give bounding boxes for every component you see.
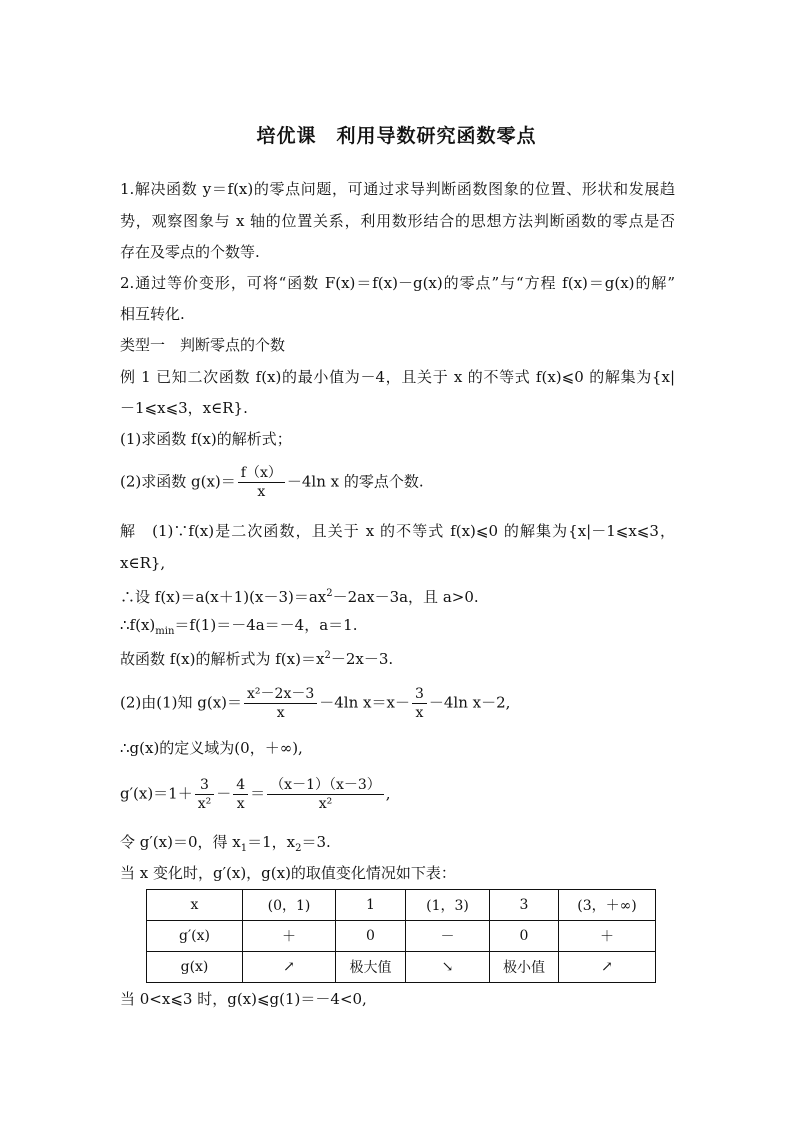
s7-eq: ＝	[250, 784, 266, 803]
s7-post: ,	[385, 784, 391, 803]
q2-fraction	[238, 464, 285, 501]
s2-post: －2ax－3a，且 a>0.	[332, 588, 479, 606]
table-cell: ↗	[243, 952, 336, 983]
s8-pre: 令 g′(x)＝0，得 x	[120, 833, 241, 851]
table-cell: －	[406, 921, 490, 952]
example-line-1: 例 1 已知二次函数 f(x)的最小值为－4，且关于 x 的不等式 f(x)⩽0 的解集为{x|	[120, 368, 675, 386]
s7-op: －	[216, 784, 232, 803]
intro-line-3: 存在及零点的个数等.	[120, 243, 260, 261]
table-cell: 1	[336, 890, 406, 921]
table-cell: (1，3)	[406, 890, 490, 921]
table-cell: x	[147, 890, 243, 921]
s5-fraction-1	[244, 685, 317, 722]
section-heading: 类型一 判断零点的个数	[120, 336, 286, 354]
solution-line-10: 当 x 变化时，g′(x)，g(x)的取值变化情况如下表：	[120, 864, 456, 882]
s7-fraction-3	[267, 776, 384, 813]
s5-fraction-2	[412, 685, 427, 722]
table-cell: g(x)	[147, 952, 243, 983]
s8-sub2: 2	[295, 843, 302, 854]
table-cell: ＋	[559, 921, 656, 952]
s4-pre: 故函数 f(x)的解析式为 f(x)＝x	[120, 650, 325, 668]
table-cell: (0，1)	[243, 890, 336, 921]
s7-den2: x	[236, 796, 245, 812]
variation-table	[146, 889, 656, 983]
table-cell: 极大值	[336, 952, 406, 983]
solution-line-5	[120, 645, 393, 670]
table-cell: (3，＋∞)	[559, 890, 656, 921]
solution-line-4	[120, 614, 357, 643]
s3-pre: ∴f(x)	[120, 616, 156, 634]
intro-line-2: 势，观察图象与 x 轴的位置关系，利用数形结合的思想方法判断函数的零点是否	[120, 212, 675, 230]
q2-denominator: x	[257, 484, 266, 500]
s5-pre: (2)由(1)知 g(x)＝	[120, 693, 243, 712]
s5-num: x²－2x－3	[244, 685, 317, 704]
s7-den1: x²	[197, 796, 212, 812]
table-row	[147, 921, 656, 952]
question-1: (1)求函数 f(x)的解析式；	[120, 430, 292, 448]
s7-num2: 4	[233, 776, 248, 795]
solution-line-9	[120, 831, 331, 860]
solution-line-3	[120, 583, 479, 608]
s8-mid: ＝1，x	[247, 833, 296, 851]
s7-num1: 3	[195, 776, 215, 795]
question-2	[120, 464, 424, 501]
page-title: 培优课 利用导数研究函数零点	[256, 125, 537, 147]
table-cell: ↘	[406, 952, 490, 983]
table-cell: ↗	[559, 952, 656, 983]
table-cell: g′(x)	[147, 921, 243, 952]
intro-line-5: 相互转化.	[120, 305, 185, 323]
solution-line-2: x∈R},	[120, 554, 166, 572]
s5-den: x	[276, 705, 285, 721]
solution-line-8	[120, 776, 391, 813]
table-cell: 0	[336, 921, 406, 952]
table-cell: 0	[490, 921, 559, 952]
s3-sub: min	[155, 626, 175, 637]
solution-line-11: 当 0<x⩽3 时，g(x)⩽g(1)＝－4<0,	[120, 990, 367, 1008]
s7-num3: （x－1）（x－3）	[267, 776, 384, 795]
example-line-2: －1⩽x⩽3，x∈R}.	[120, 399, 248, 417]
intro-line-4: 2.通过等价变形，可将“函数 F(x)＝f(x)－g(x)的零点”与“方程 f(x)＝g(x)的解”	[120, 274, 675, 292]
s7-fraction-2	[233, 776, 248, 813]
s8-sub1: 1	[240, 843, 248, 854]
s4-sup: 2	[324, 650, 331, 661]
s2-pre: ∴设 f(x)＝a(x＋1)(x－3)＝ax	[120, 588, 327, 606]
intro-line-1: 1.解决函数 y＝f(x)的零点问题，可通过求导判断函数图象的位置、形状和发展趋	[120, 180, 675, 198]
s5-post: －4ln x－2,	[428, 693, 511, 712]
solution-line-1: 解 (1)∵f(x)是二次函数，且关于 x 的不等式 f(x)⩽0 的解集为{x|－1⩽x⩽3，	[120, 522, 675, 540]
solution-line-7: ∴g(x)的定义域为(0，＋∞),	[120, 739, 303, 757]
s2-sup: 2	[326, 588, 333, 599]
s5-num2: 3	[412, 685, 427, 704]
q2-post: －4ln x 的零点个数.	[286, 472, 424, 491]
s7-pre: g′(x)＝1＋	[120, 784, 193, 803]
solution-line-6	[120, 685, 510, 722]
s5-den2: x	[415, 705, 424, 721]
q2-numerator: f（x）	[238, 464, 285, 483]
table-cell: ＋	[243, 921, 336, 952]
table-cell: 3	[490, 890, 559, 921]
s7-fraction-1	[195, 776, 215, 813]
s3-post: ＝f(1)＝－4a＝－4，a＝1.	[174, 616, 358, 634]
s7-den3: x²	[318, 796, 333, 812]
table-row	[147, 952, 656, 983]
table-row	[147, 890, 656, 921]
table-cell: 极小值	[490, 952, 559, 983]
q2-pre: (2)求函数 g(x)＝	[120, 472, 236, 491]
s8-post: ＝3.	[301, 833, 331, 851]
s4-post: －2x－3.	[330, 650, 394, 668]
s5-mid: －4ln x＝x－	[319, 693, 410, 712]
